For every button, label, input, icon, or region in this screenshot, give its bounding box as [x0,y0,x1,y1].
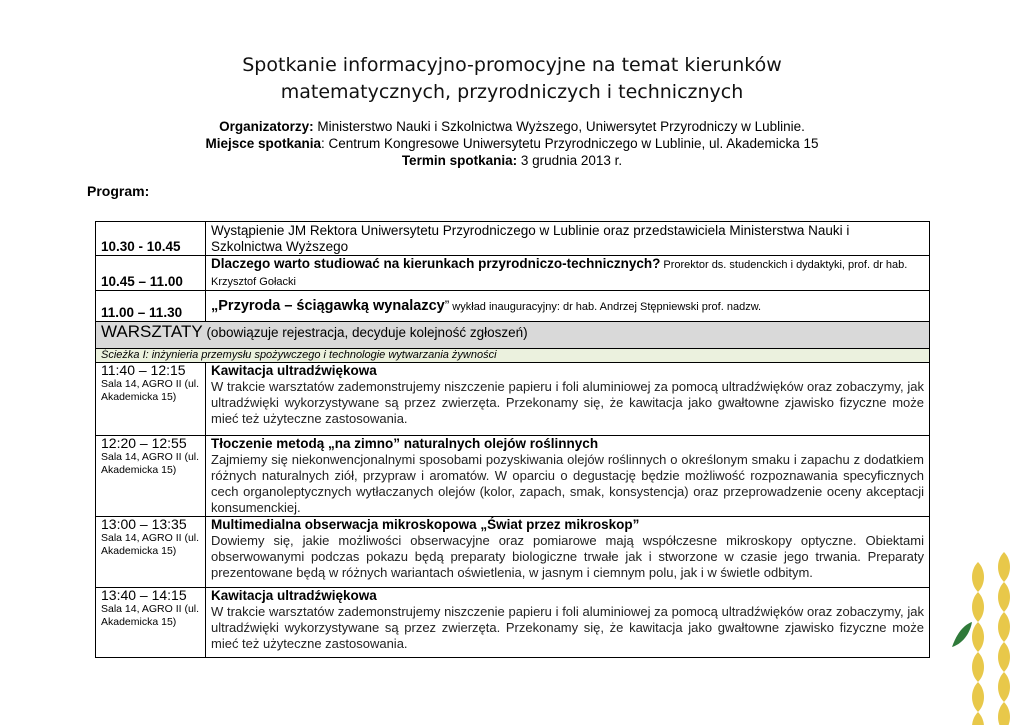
workshop-time: 12:20 – 12:55 [101,435,187,451]
workshops-header [96,322,930,349]
session-speaker: wykład inauguracyjny: dr hab. Andrzej Stępniewski prof. nadzw. [449,300,762,313]
workshop-content [206,436,930,517]
workshops-header-row [96,322,930,349]
workshop-title: Multimedialna obserwacja mikroskopowa „Świat przez mikroskop” [211,517,640,532]
session-description: Wystąpienie JM Rektora Uniwersytetu Przyrodniczego w Lublinie oraz przedstawiciela Ministerstwa Nauki i Szkolnictwa Wyższego [206,222,930,256]
title-line-1: Spotkanie informacyjno-promocyjne na temat kierunków [242,54,782,76]
document-title [0,52,1024,106]
title-line-2: matematycznych, przyrodniczych i technicznych [280,81,744,103]
organizers-label: Organizatorzy: [219,119,314,134]
session-title: Dlaczego warto studiować na kierunkach przyrodniczo-technicznych? [211,256,661,271]
workshop-description: Dowiemy się, jakie możliwości obserwacyjne oraz pomiarowe mają współczesne mikroskopy optyczne. Obiektami obserwowanymi podczas pokazu będą preparaty biologiczne trwałe jak i stworzone w czasie jego trwania. Preparaty prezentowane będą w różnych wariantach oświetlenia, w jasnym i ciemnym polu, jak i w świetle odbitym. [211,533,924,580]
lecture-quote-end: ” [444,297,450,313]
session-time: 10.45 – 11.00 [96,256,206,291]
session-time: 10.30 - 10.45 [96,222,206,256]
session-description [206,256,930,291]
session-row [96,291,930,322]
workshop-content [206,517,930,588]
workshops-label: WARSZTATY [101,322,203,341]
venue-line [0,135,1024,152]
lecture-title: „Przyroda – ściągawką wynalazcy [211,297,445,314]
workshop-time-cell [96,363,206,436]
venue-label: Miejsce spotkania [205,136,322,151]
workshop-description: W trakcie warsztatów zademonstrujemy niszczenie papieru i foli aluminiowej za pomocą ultradźwięków oraz zobaczymy, jak ultradźwięki wykorzystywane są przez zwierzęta. Przekonamy się, że kawitacja jako gwałtowne zjawisko fizyczne może mieć też użyteczne zastosowania. [211,379,924,426]
workshop-time-cell [96,588,206,658]
workshop-content [206,588,930,658]
date-label: Termin spotkania: [401,153,518,168]
session-description [206,291,930,322]
workshop-room: Sala 14, AGRO II (ul. Akademicka 15) [101,603,200,628]
workshop-time: 13:00 – 13:35 [101,516,187,532]
venue-text: : Centrum Kongresowe Uniwersytetu Przyrodniczego w Lublinie, ul. Akademicka 15 [321,136,819,151]
session-title [211,298,445,314]
workshop-description: W trakcie warsztatów zademonstrujemy niszczenie papieru i foli aluminiowej za pomocą ultradźwięków oraz zobaczymy, jak ultradźwięki wykorzystywane są przez zwierzęta. Przekonamy się, że kawitacja jako gwałtowne zjawisko fizyczne może mieć też użyteczne zastosowania. [211,604,924,651]
program-table [95,221,930,658]
workshop-time: 11:40 – 12:15 [101,362,186,378]
date-text: 3 grudnia 2013 r. [517,153,623,168]
path-label: Ścieżka I: inżynieria przemysłu spożywczego i technologie wytwarzania żywności [96,349,930,363]
session-speaker: Prorektor ds. studenckich i dydaktyki, prof. dr hab. Krzysztof Gołacki [211,259,908,288]
session-row [96,256,930,291]
workshop-row [96,363,930,436]
workshop-room: Sala 14, AGRO II (ul. Akademicka 15) [101,532,200,557]
workshop-title: Kawitacja ultradźwiękowa [211,588,377,603]
workshop-room: Sala 14, AGRO II (ul. Akademicka 15) [101,378,200,403]
workshop-time-cell [96,517,206,588]
workshop-row [96,588,930,658]
workshop-room: Sala 14, AGRO II (ul. Akademicka 15) [101,451,200,476]
workshop-description: Zajmiemy się niekonwencjonalnymi sposobami pozyskiwania olejów roślinnych o określonym smaku i zapachu z dodatkiem różnych naturalnych ziół, przypraw i aromatów. W oparciu o degustację będzie możliwość rozpoznawania specyficznych cech organoleptycznych wytłaczanych olejów (kolor, zapach, smak, konsystencja) oraz przeprowadzenie oceny akceptacji konsumenckiej. [211,452,924,515]
organizers-line [0,118,1024,135]
workshops-note: (obowiązuje rejestracja, decyduje kolejność zgłoszeń) [202,325,528,340]
session-row [96,222,930,256]
workshop-row [96,436,930,517]
event-info [0,118,1024,169]
workshop-title: Tłoczenie metodą „na zimno” naturalnych olejów roślinnych [211,436,599,451]
workshop-title: Kawitacja ultradźwiękowa [211,363,377,378]
date-line [0,152,1024,169]
workshop-content [206,363,930,436]
program-label: Program: [87,183,150,199]
organizers-text: Ministerstwo Nauki i Szkolnictwa Wyższego, Uniwersytet Przyrodniczy w Lublinie. [313,119,805,134]
workshop-time: 13:40 – 14:15 [101,587,187,603]
workshop-row [96,517,930,588]
wheat-grain-decoration-icon [948,552,1024,725]
workshop-time-cell [96,436,206,517]
session-time: 11.00 – 11.30 [96,291,206,322]
path-row [96,349,930,363]
